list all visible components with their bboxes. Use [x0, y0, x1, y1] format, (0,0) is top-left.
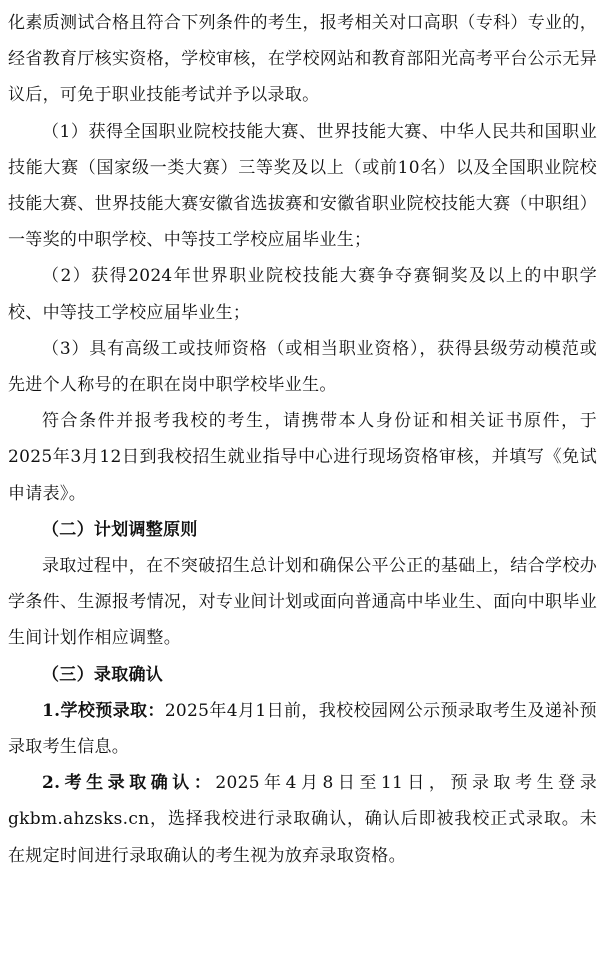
section-heading-plan-adjustment: （二）计划调整原则 [42, 519, 198, 540]
document-page [0, 5, 605, 954]
condition-item-1: （1）获得全国职业院校技能大赛、世界技能大赛、中华人民共和国职业技能大赛（国家级一类大赛）三等奖及以上（或前10名）以及全国职业院校技能大赛、世界技能大赛安徽省选拔赛和安徽省职业院校技能大赛（中职组）一等奖的中职学校、中等技工学校应届毕业生； [8, 121, 597, 251]
condition-item-3: （3）具有高级工或技师资格（或相当职业资格），获得县级劳动模范或先进个人称号的在职在岗中职学校毕业生。 [8, 338, 597, 396]
admission-confirm-text: 2025年4月8日至11日，预录取考生登录gkbm.ahzsks.cn，选择我校进行录取确认，确认后即被我校正式录取。未在规定时间进行录取确认的考生视为放弃录取资格。 [8, 773, 597, 866]
pre-admission-paragraph [8, 693, 597, 765]
admission-confirm-paragraph [8, 765, 597, 874]
section-heading-admission-confirmation: （三）录取确认 [42, 664, 164, 685]
condition-item-2: （2）获得2024年世界职业院校技能大赛争夺赛铜奖及以上的中职学校、中等技工学校应届毕业生； [8, 266, 597, 323]
intro-paragraph: 化素质测试合格且符合下列条件的考生，报考相关对口高职（专科）专业的，经省教育厅核实资格，学校审核，在学校网站和教育部阳光高考平台公示无异议后，可免于职业技能考试并予以录取。 [8, 13, 597, 106]
pre-admission-text: 2025年4月1日前，我校校园网公示预录取考生及递补预录取考生信息。 [8, 700, 597, 758]
pre-admission-label: 1.学校预录取： [42, 700, 165, 721]
plan-adjustment-paragraph: 录取过程中，在不突破招生总计划和确保公平公正的基础上，结合学校办学条件、生源报考情况，对专业间计划或面向普通高中毕业生、面向中职毕业生间计划作相应调整。 [8, 556, 597, 649]
application-paragraph: 符合条件并报考我校的考生，请携带本人身份证和相关证书原件，于2025年3月12日到我校招生就业指导中心进行现场资格审核，并填写《免试申请表》。 [8, 411, 597, 504]
admission-confirm-label: 2.考生录取确认： [42, 773, 216, 794]
